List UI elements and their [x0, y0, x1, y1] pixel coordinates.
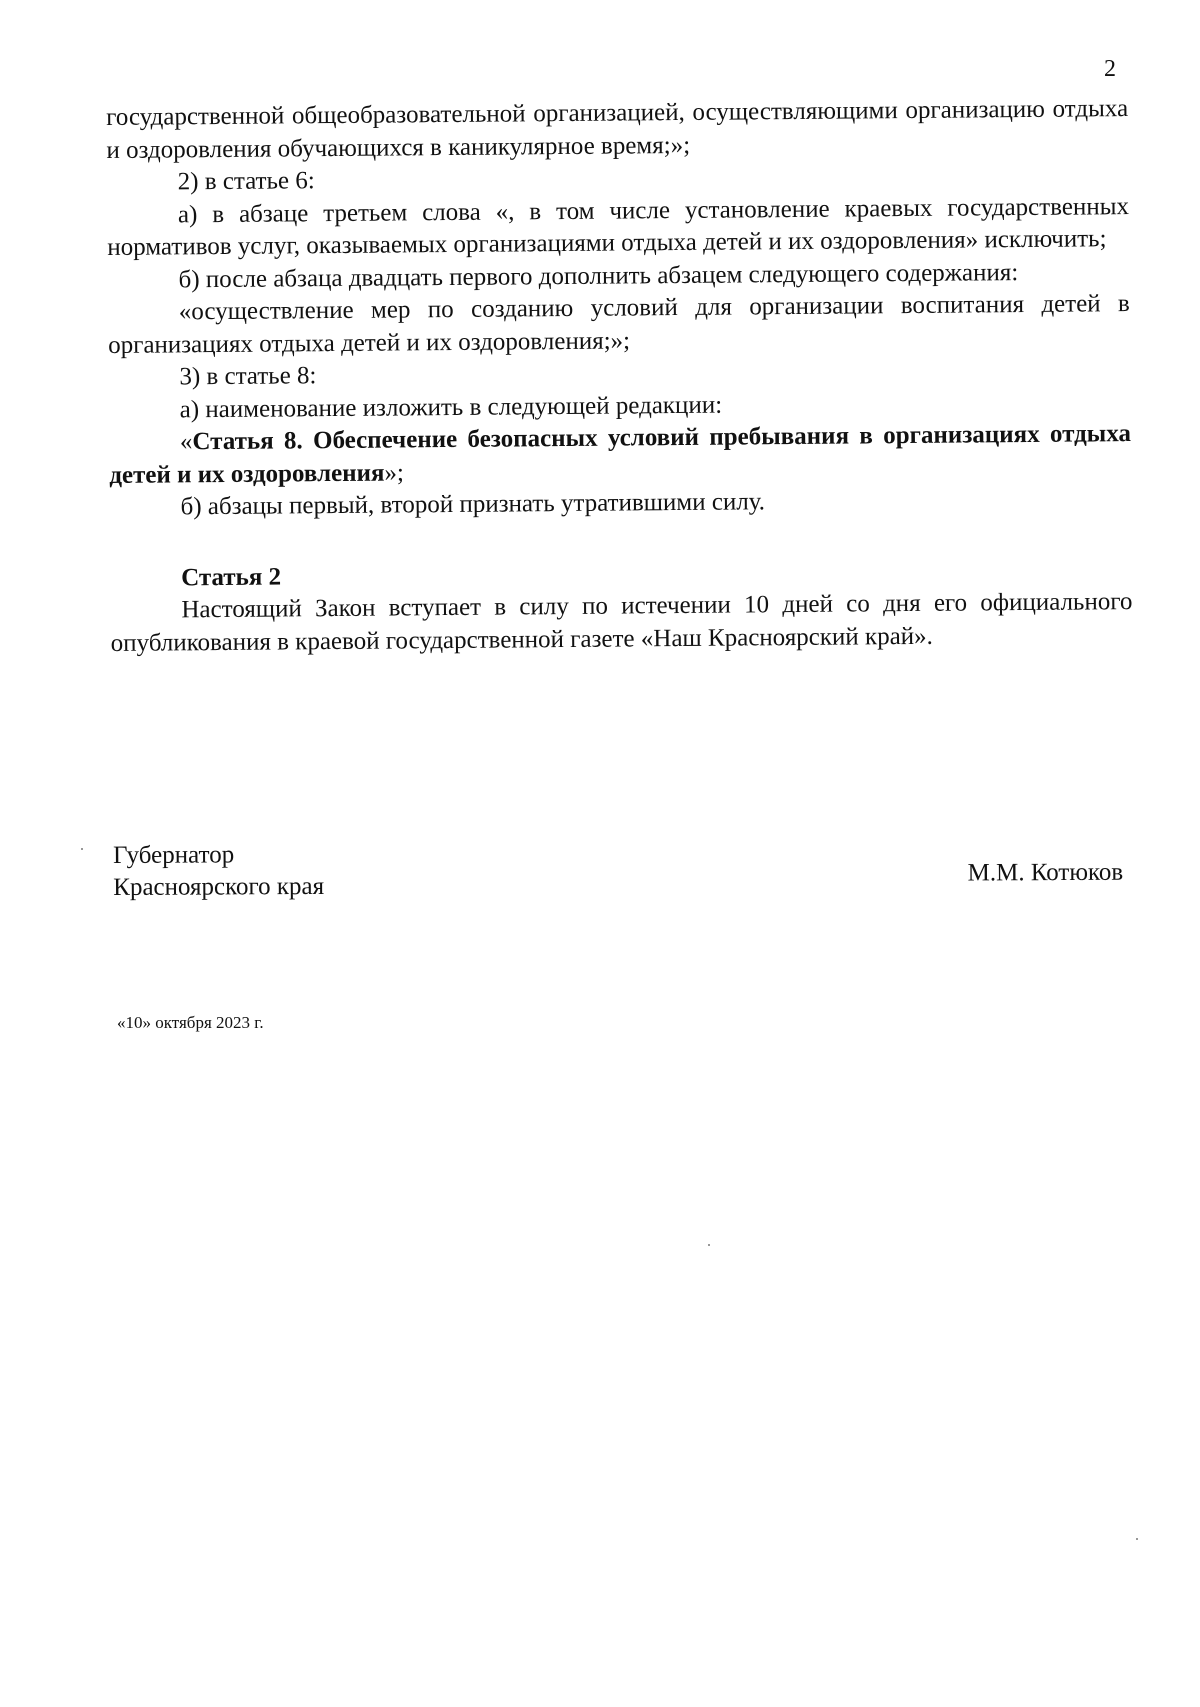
paragraph-item-2: 2) в статье 6:: [177, 167, 315, 196]
scan-speck: [708, 1244, 710, 1246]
signatory-post-line-1: Губернатор: [113, 841, 235, 869]
document-body: [106, 93, 1133, 660]
paragraph-item-3: 3) в статье 8:: [179, 362, 317, 391]
article-2-heading: Статья 2: [181, 562, 282, 591]
article-2-text: Настоящий Закон вступает в силу по истечении 10 дней со дня его официального опубликования в краевой государственной газете «Наш Красноярский край».: [110, 588, 1133, 657]
scan-speck: [1136, 1538, 1138, 1540]
scan-speck: [81, 848, 83, 850]
paragraph-continuation: государственной общеобразовательной организацией, осуществляющими организацию отдыха и оздоровления обучающихся в каникулярное время;»;: [106, 95, 1129, 164]
quote-open: «: [179, 428, 193, 456]
paragraph-item-3b: б) абзацы первый, второй признать утратившими силу.: [180, 488, 766, 521]
page-number: 2: [1104, 56, 1116, 82]
article-8-title-bold: Статья 8. Обеспечение безопасных условий пребывания в организациях отдыха детей и их оздоровления: [109, 420, 1132, 489]
quote-close: »;: [384, 458, 405, 487]
paragraph-quoted-insert: «осуществление мер по созданию условий для организации воспитания детей в организациях отдыха детей и их оздоровления;»;: [108, 290, 1130, 359]
signatory-post: [113, 839, 324, 904]
signature-block: [113, 835, 1124, 901]
paragraph-item-2b: б) после абзаца двадцать первого дополнить абзацем следующего содержания:: [178, 258, 1019, 293]
signing-date: «10» октября 2023 г.: [117, 1013, 264, 1032]
signatory-name: М.М. Котюков: [967, 858, 1124, 887]
signatory-post-line-2: Красноярского края: [113, 872, 325, 901]
paragraph-article-8-title: [109, 418, 1132, 492]
paragraph-item-3a: а) наименование изложить в следующей редакции:: [179, 391, 723, 423]
paragraph-item-2a: а) в абзаце третьем слова «, в том числе установление краевых государственных нормативов услуг, оказываемых организациями отдыха детей и их оздоровления» исключить;: [107, 192, 1130, 261]
